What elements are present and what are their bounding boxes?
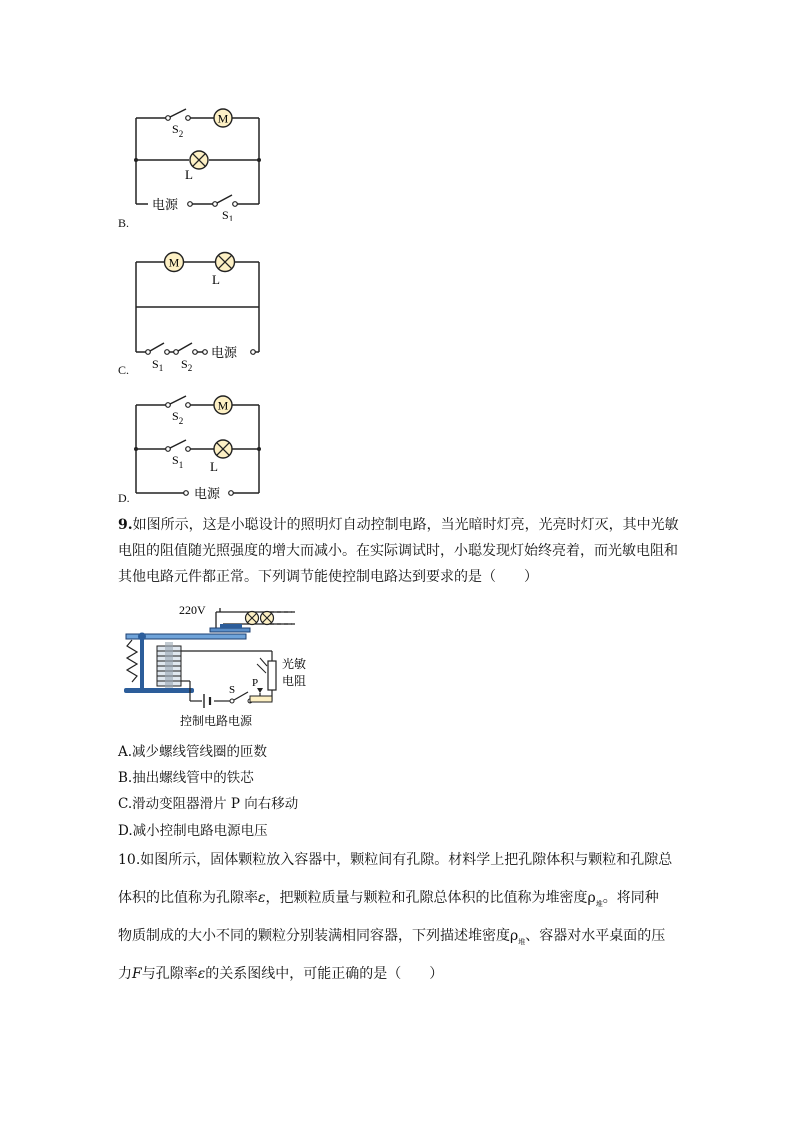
voltage-label: 220V — [179, 603, 206, 617]
question-10-text: 10.如图所示，固体颗粒放入容器中，颗粒间有孔隙。材料学上把孔隙体积与颗粒和孔隙总 体积的比值称为孔隙率ε，把颗粒质量与颗粒和孔隙总体积的比值称为堆密度$\rho_堆$。将同种 物质制成的大小不同的颗粒分别装满相同容器，下列描述堆密度$\rho_堆$、容器对水平桌面的压 力F与孔隙率ε的关系图线中，可能正确的是（ ） — [118, 852, 673, 982]
svg-text:M: M — [217, 111, 229, 126]
switch-s1-label: $S_1$ — [152, 357, 164, 373]
circuit-diagram-d — [134, 394, 264, 499]
option-c-label: C. — [118, 363, 130, 377]
lamp-symbol — [246, 612, 259, 625]
switch-s2-label: $S_2$ — [172, 122, 184, 139]
motor-symbol — [214, 396, 232, 414]
epsilon-symbol: ε — [197, 966, 206, 982]
control-power-caption: 控制电路电源 — [180, 714, 253, 728]
circuit-diagram-b — [134, 106, 264, 221]
svg-text:M: M — [168, 255, 180, 270]
switch-s1-label: $S_1$ — [222, 208, 234, 221]
power-source-label: 电源 — [211, 345, 238, 360]
option-b-label: B. — [118, 216, 130, 230]
circuit-diagram-c — [134, 250, 264, 375]
force-symbol: F — [132, 966, 142, 982]
slider-label: P — [252, 677, 259, 689]
epsilon-symbol: ε — [258, 890, 266, 906]
lamp-symbol — [214, 440, 232, 458]
lamp-label: L — [212, 272, 220, 287]
power-source-label: 电源 — [152, 197, 179, 212]
power-source-label: 电源 — [194, 486, 221, 499]
question-9-number: 9. — [118, 517, 133, 533]
svg-text:M: M — [217, 398, 229, 413]
switch-s2-label: $S_2$ — [181, 357, 193, 373]
switch-s2-label: $S_2$ — [172, 409, 184, 426]
lamp-label: L — [210, 459, 218, 474]
option-d-label: D. — [118, 491, 130, 505]
photoresistor-label-line1: 光敏 — [282, 657, 307, 671]
rho-symbol: ρ — [587, 890, 596, 906]
choice-b: B.抽出螺线管中的铁芯 — [118, 770, 254, 786]
switch-label: S — [229, 684, 236, 696]
choice-a: A.减少螺线管线圈的匝数 — [118, 744, 268, 760]
question-9-text: 9.如图所示，这是小聪设计的照明灯自动控制电路，当光暗时灯亮，光亮时灯灭，其中光敏 电阻的阻值随光照强度的增大而减小。在实际调试时，小聪发现灯始终亮着，而光敏电阻和 其他电路元件都正常。下列调节能使控制电路达到要求的是（ ） — [118, 517, 679, 585]
switch-s1-label: $S_1$ — [172, 453, 184, 470]
motor-symbol — [214, 109, 232, 127]
relay-control-circuit-figure — [120, 598, 310, 733]
photoresistor-label-line2: 电阻 — [282, 674, 307, 688]
choice-c: C.滑动变阻器滑片 P 向右移动 — [118, 796, 299, 812]
lamp-symbol — [216, 253, 235, 272]
lamp-label: L — [185, 167, 193, 182]
lamp-symbol — [261, 612, 274, 625]
rho-symbol: ρ — [510, 928, 519, 944]
motor-symbol — [165, 253, 184, 272]
choice-d: D.减小控制电路电源电压 — [118, 823, 268, 839]
